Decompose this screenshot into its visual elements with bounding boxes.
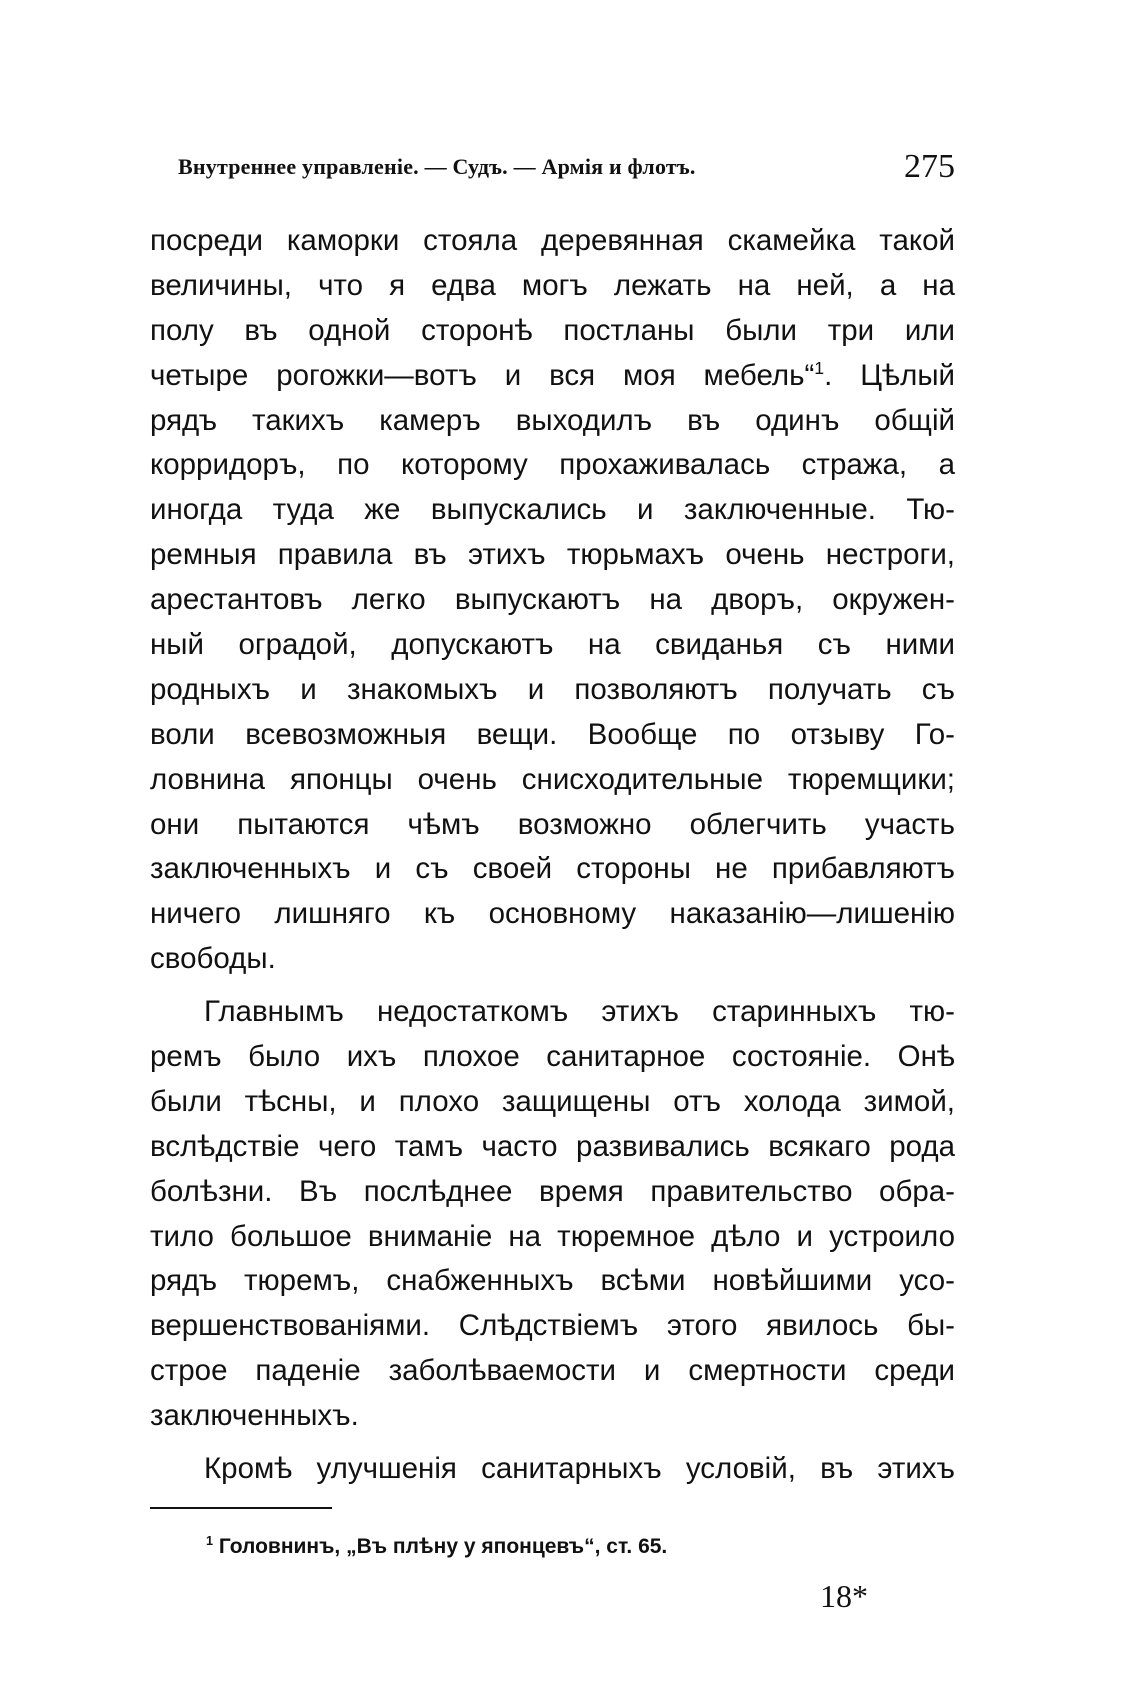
text-line: Кромѣ улучшенія санитарныхъ условій, въ этихъ — [204, 1452, 955, 1486]
text-line: посреди каморки стояла деревянная скамейка такой — [150, 224, 955, 257]
text-line: рядъ тюремъ, снабженныхъ всѣми новѣйшими усо- — [150, 1264, 955, 1298]
text-line: заключенныхъ и съ своей стороны не прибавляютъ — [150, 852, 955, 886]
text-line: арестантовъ легко выпускаютъ на дворъ, окружен- — [150, 583, 955, 617]
text-line: болѣзни. Въ послѣднее время правительство обра- — [150, 1174, 955, 1208]
text-line: полу въ одной сторонѣ постланы были три или — [150, 313, 955, 347]
text-line-with-footnote-ref — [150, 354, 955, 399]
footnote-marker: 1 — [206, 1534, 214, 1548]
text-line: корридоръ, по которому прохаживалась стража, а — [150, 448, 955, 482]
text-line: воли всевозможныя вещи. Вообще по отзыву Го- — [150, 717, 955, 751]
paragraph-gap — [150, 1439, 955, 1447]
printer-signature-mark: 18* — [820, 1578, 868, 1614]
page-number: 275 — [904, 148, 955, 185]
text-line: вершенствованіями. Слѣдствіемъ этого явилось бы- — [150, 1309, 955, 1343]
text-line: ничего лишняго къ основному наказанію—лишенію — [150, 897, 955, 931]
text-line: тило большое вниманіе на тюремное дѣло и устроило — [150, 1219, 955, 1253]
text-line: рядъ такихъ камеръ выходилъ въ одинъ общій — [150, 403, 955, 437]
footnote-reference[interactable]: 1 — [814, 357, 825, 378]
text-line: они пытаются чѣмъ возможно облегчить участь — [150, 807, 955, 841]
text-line: величины, что я едва могъ лежать на ней, а на — [150, 268, 955, 302]
paragraph-gap — [150, 982, 955, 990]
text-line: ный оградой, допускаютъ на свиданья съ ними — [150, 628, 955, 662]
text-line: свободы. — [150, 942, 276, 976]
footnote-divider — [150, 1507, 332, 1509]
body-text — [150, 219, 955, 1492]
text-line: иногда туда же выпускались и заключенные. Тю- — [150, 493, 955, 527]
text-segment: . Цѣлый — [824, 358, 955, 392]
text-segment: четыре рогожки—вотъ и вся моя мебель“ — [150, 358, 815, 392]
running-title: Внутреннее управленіе. — Судъ. — Армія и флотъ. — [178, 154, 696, 179]
footnote — [206, 1535, 667, 1559]
text-line: ремныя правила въ этихъ тюрьмахъ очень нестроги, — [150, 538, 955, 572]
text-line: родныхъ и знакомыхъ и позволяютъ получать съ — [150, 672, 955, 706]
text-line: ловнина японцы очень снисходительные тюремщики; — [150, 762, 955, 796]
footnote-text: Головнинъ, „Въ плѣну у японцевъ“, ст. 65. — [218, 1535, 668, 1558]
text-line: Главнымъ недостаткомъ этихъ старинныхъ тю- — [204, 995, 955, 1029]
text-line: ремъ было ихъ плохое санитарное состояніе. Онѣ — [150, 1040, 955, 1074]
text-line: были тѣсны, и плохо защищены отъ холода зимой, — [150, 1084, 955, 1118]
running-header — [150, 148, 955, 192]
text-line: заключенныхъ. — [150, 1399, 359, 1433]
text-line: строе паденіе заболѣваемости и смертности среди — [150, 1354, 955, 1388]
text-line: вслѣдствіе чего тамъ часто развивались всякаго рода — [150, 1129, 955, 1163]
